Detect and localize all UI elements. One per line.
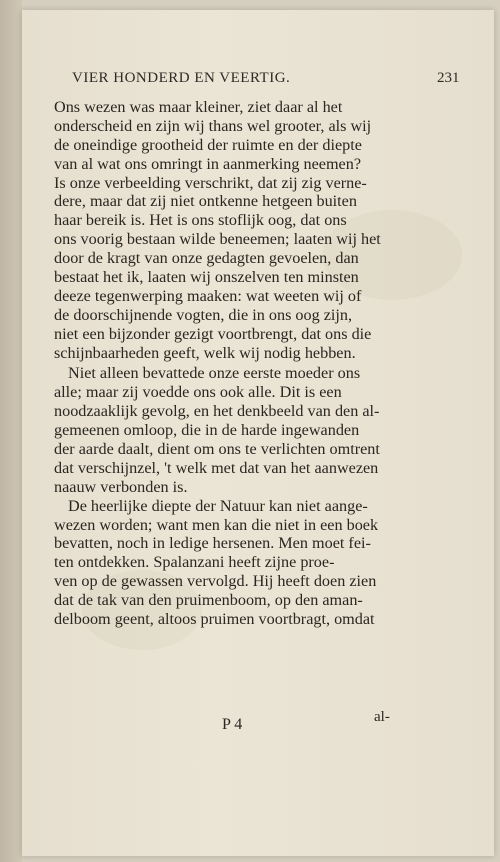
text-line: ven op de gewassen vervolgd. Hij heeft doen zien	[54, 572, 377, 591]
page-number: 231	[437, 70, 460, 86]
text-line: der aarde daalt, dient om ons te verlichten omtrent	[54, 440, 380, 459]
text-line: Niet alleen bevattede onze eerste moeder ons	[68, 364, 361, 383]
text-line: naauw verbonden is.	[54, 477, 188, 496]
text-line: haar bereik is. Het is ons stoflijk oog, dat ons	[54, 211, 347, 230]
text-line: schijnbaarheden geeft, welk wij nodig hebben.	[54, 343, 356, 362]
book-spine-shadow	[0, 0, 22, 862]
text-line: De heerlijke diepte der Natuur kan niet aange-	[68, 496, 368, 515]
text-line: Ons wezen was maar kleiner, ziet daar al het	[54, 98, 343, 116]
text-line: ons voorig bestaan wilde beneemen; laaten wij het	[54, 230, 381, 249]
text-line: deeze tegenwerping maaken: wat weeten wij of	[54, 286, 362, 305]
catchword: al-	[374, 709, 390, 725]
text-line: gemeenen omloop, die in de harde ingewanden	[54, 421, 360, 440]
running-title: VIER HONDERD EN VEERTIG.	[72, 70, 291, 86]
text-line: van al wat ons omringt in aanmerking neemen?	[54, 154, 362, 173]
text-line: delboom geent, altoos pruimen voortbragt, omdat	[54, 610, 375, 629]
text-line: niet een bijzonder gezigt voortbrengt, dat ons die	[54, 324, 372, 343]
text-line: de doorschijnende vogten, die in ons oog zijn,	[54, 305, 353, 324]
text-line: dat de tak van den pruimenboom, op den aman-	[54, 591, 363, 610]
text-line: wezen worden; want men kan die niet in een boek	[54, 515, 379, 534]
text-line: ten ontdekken. Spalanzani heeft zijne proe-	[54, 553, 335, 572]
text-line: onderscheid en zijn wij thans wel grooter, als wij	[54, 116, 372, 135]
text-line: dere, maar dat zij niet ontkenne hetgeen buiten	[54, 192, 357, 211]
text-line: alle; maar zij voedde ons ook alle. Dit is een	[54, 383, 342, 402]
text-line: dat verschijnzel, 't welk met dat van het aanwezen	[54, 458, 379, 477]
text-line: bevatten, noch in ledige hersenen. Men moet fei-	[54, 534, 371, 553]
body-text	[54, 98, 404, 629]
signature-mark: P 4	[222, 716, 243, 733]
text-line: noodzaaklijk gevolg, en het denkbeeld van den al-	[54, 402, 380, 421]
text-line: bestaat het ik, laaten wij onszelven ten minsten	[54, 268, 359, 287]
text-line: de oneindige grootheid der ruimte en der diepte	[54, 135, 362, 154]
text-line: door de kragt van onze gedagten gevoelen, dan	[54, 249, 359, 268]
text-line: Is onze verbeelding verschrikt, dat zij zig verne-	[54, 173, 367, 192]
